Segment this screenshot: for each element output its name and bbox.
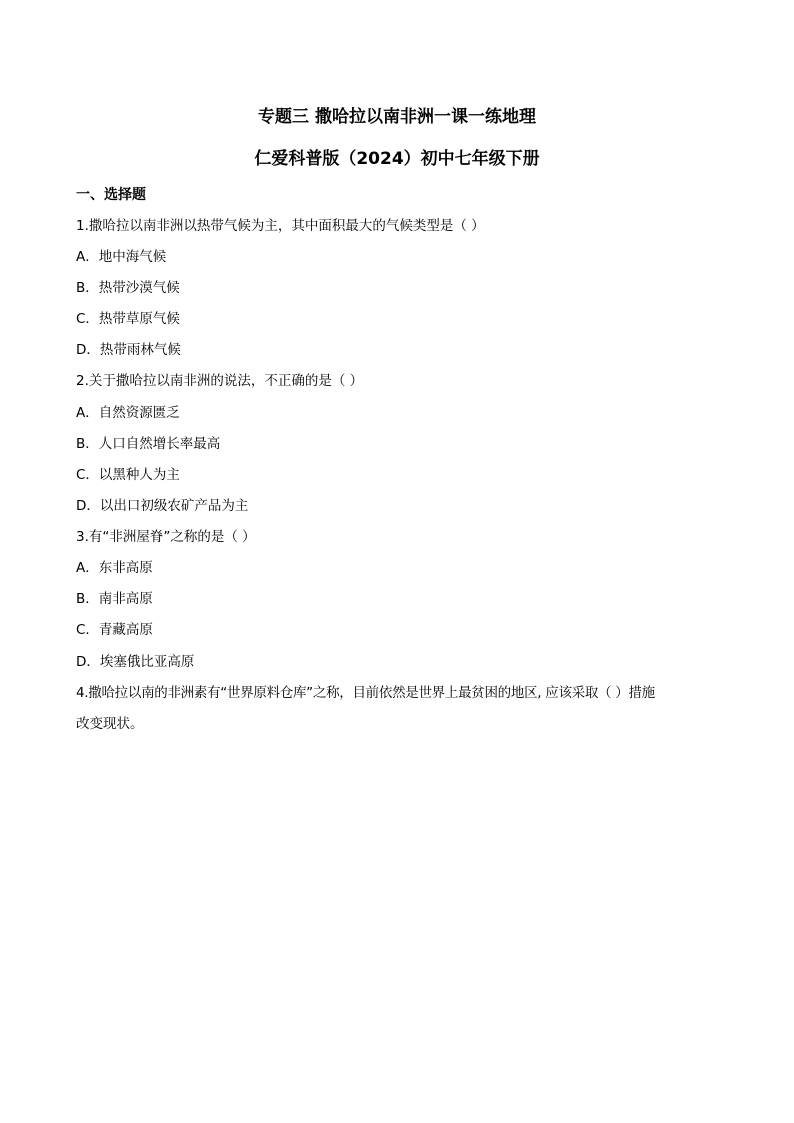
question-2-option-a: A．自然资源匮乏 <box>76 405 180 421</box>
question-4-stem: 4.撒哈拉以南的非洲素有“世界原料仓库”之称，目前依然是世界上最贫困的地区, 应该采取（ ）措施 <box>76 685 655 701</box>
section-heading: 一、选择题 <box>76 187 146 203</box>
question-3-option-c: C．青藏高原 <box>76 622 153 638</box>
question-3-option-a: A．东非高原 <box>76 560 153 576</box>
question-1-stem: 1.撒哈拉以南非洲以热带气候为主，其中面积最大的气候类型是（ ） <box>76 218 485 234</box>
question-2-option-b: B．人口自然增长率最高 <box>76 436 221 452</box>
question-4-stem-continued: 改变现状。 <box>76 716 144 732</box>
question-1-option-d: D．热带雨林气候 <box>76 342 181 358</box>
document-title: 专题三 撒哈拉以南非洲一课一练地理 <box>258 107 536 127</box>
question-1-option-a: A．地中海气候 <box>76 249 167 265</box>
question-3-stem: 3.有“非洲屋脊”之称的是（ ） <box>76 529 256 545</box>
question-2-option-c: C．以黑种人为主 <box>76 467 180 483</box>
question-1-option-b: B．热带沙漠气候 <box>76 280 180 296</box>
question-3-option-b: B．南非高原 <box>76 591 153 607</box>
question-3-option-d: D．埃塞俄比亚高原 <box>76 654 195 670</box>
question-2-stem: 2.关于撒哈拉以南非洲的说法，不正确的是（ ） <box>76 373 364 389</box>
question-2-option-d: D．以出口初级农矿产品为主 <box>76 498 249 514</box>
document-subtitle: 仁爱科普版（2024）初中七年级下册 <box>254 149 540 169</box>
question-1-option-c: C．热带草原气候 <box>76 311 180 327</box>
